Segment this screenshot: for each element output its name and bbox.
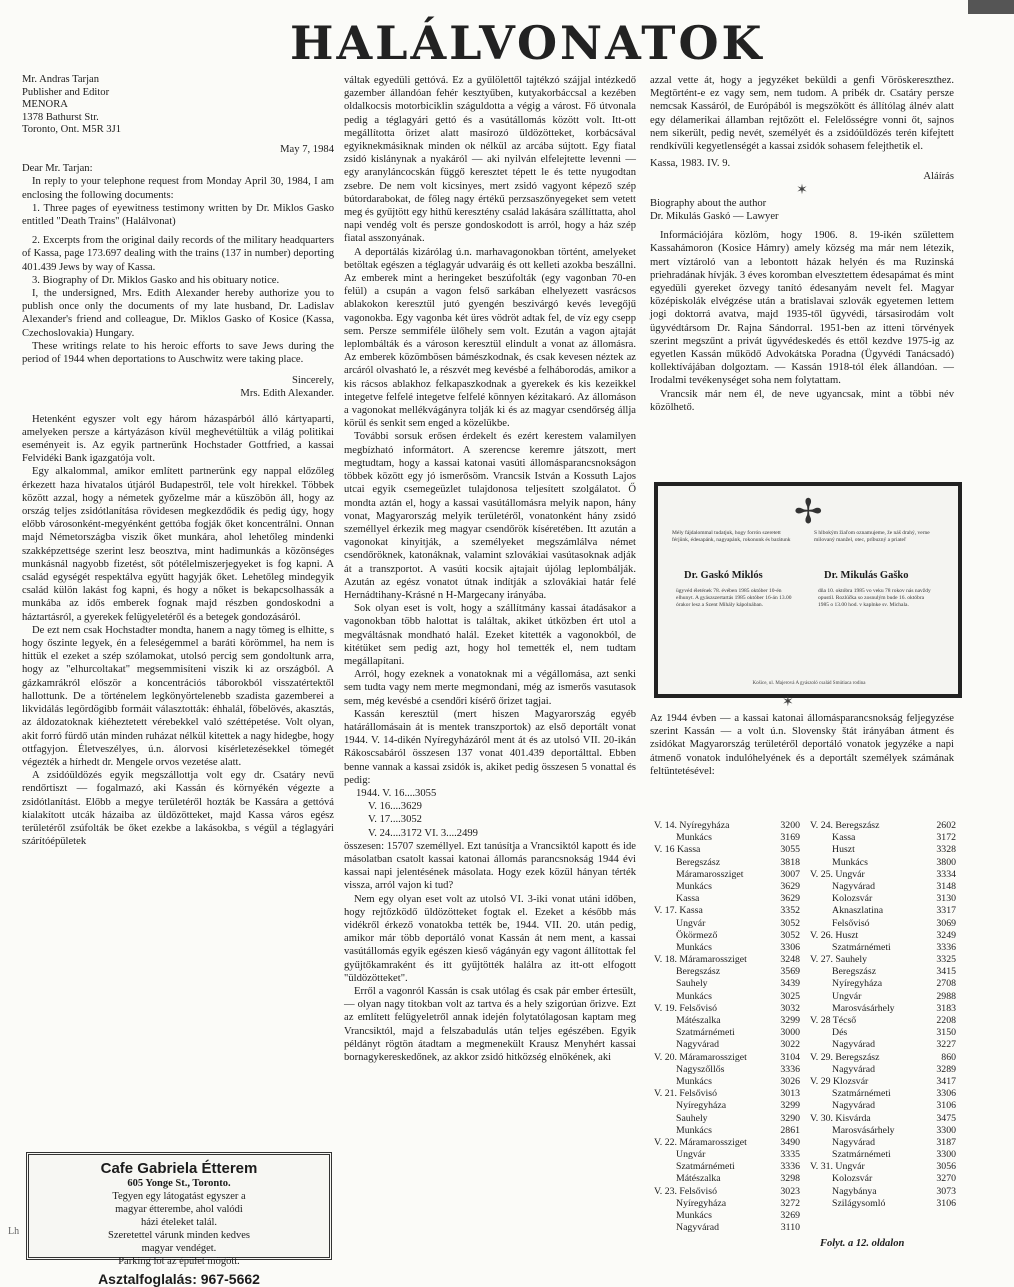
- train-origin: V. 24. Beregszász: [810, 820, 880, 831]
- train-row: [810, 1161, 956, 1173]
- obituary-name-hu: Dr. Gaskó Miklós: [684, 570, 763, 581]
- train-count: 2602: [936, 820, 956, 831]
- train-origin: V. 18. Máramarossziget: [654, 954, 747, 966]
- train-count: 3475: [936, 1112, 956, 1124]
- train-row: [810, 1015, 956, 1027]
- train-count: 3169: [780, 832, 800, 844]
- train-count: 3249: [936, 929, 956, 941]
- train-origin: Sauhely: [676, 1112, 708, 1124]
- train-count: 3335: [780, 1149, 800, 1161]
- train-row: [654, 1210, 800, 1222]
- train-count: 3300: [936, 1149, 956, 1161]
- train-row: [810, 1027, 956, 1039]
- train-origin: Nagyvárad: [832, 1136, 875, 1148]
- obituary-details-hu: ügyvéd életének 78. évében 1985 október 10-én elhunyt. A gyászszertartás 1985 október 16-án 13.00 órakor lesz a Szent Mihály kápolnában.: [676, 588, 792, 608]
- train-count: 3352: [780, 905, 800, 917]
- train-count: 3187: [936, 1136, 956, 1148]
- train-count: 3056: [936, 1161, 956, 1173]
- ad-line: házi ételeket talál.: [140, 1217, 218, 1228]
- kassa-train-list: [344, 787, 636, 840]
- train-row: [654, 1052, 800, 1064]
- train-row: [810, 1113, 956, 1125]
- train-count: 3026: [780, 1075, 800, 1087]
- train-count: 3148: [936, 880, 956, 892]
- train-count: 3110: [780, 1222, 800, 1234]
- train-origin: Kassa: [832, 832, 856, 844]
- train-row: [810, 857, 956, 869]
- train-origin: Aknaszlatina: [832, 905, 884, 917]
- train-origin: V. 25. Ungvár: [810, 868, 865, 880]
- train-count: 3022: [780, 1039, 800, 1051]
- letter-closing: Sincerely,: [292, 375, 334, 387]
- train-row: [810, 1137, 956, 1149]
- obituary-footer: Košice, ul. Majerová A gyászoló család Smútiaca rodina: [752, 681, 866, 686]
- scan-edge-mark: [968, 0, 1014, 14]
- article-paragraph: Arról, hogy ezeknek a vonatoknak mi a végállomása, azt senki sem tudta vagy nem merte megmondani, még az ismerős vasutasok sem, még kevésbé a csendőri kísérő őrizet tagjai.: [344, 669, 636, 707]
- train-count: 3025: [780, 990, 800, 1002]
- train-row: [810, 954, 956, 966]
- train-count: 3183: [936, 1002, 956, 1014]
- ad-line: magyar étterembe, ahol valódi: [115, 1204, 243, 1215]
- article-paragraph: Hetenként egyszer volt egy három házaspárból álló kártyaparti, amelyeken persze a kártyázáson kívül meghevétültük a világ politikai eseményeit is. Az egyik partnerünk Hochstader Gottfried, a kassai Felvidéki Bank igazgatója volt.: [22, 413, 334, 465]
- train-origin: V. 29 Klozsvár: [810, 1075, 869, 1087]
- train-origin: Munkács: [676, 880, 712, 892]
- train-origin: Szatmárnémeti: [832, 1088, 891, 1100]
- ad-line: Tegyen egy látogatást egyszer a: [112, 1191, 246, 1202]
- train-count: 3007: [780, 868, 800, 880]
- train-count: 3200: [780, 820, 800, 831]
- train-row: [654, 1222, 800, 1234]
- train-row: [654, 857, 800, 869]
- train-origin: Ungvár: [832, 990, 862, 1002]
- address-line: Toronto, Ont. M5R 3J1: [22, 124, 122, 136]
- train-count: 3490: [780, 1136, 800, 1148]
- train-origin: Nagyszőllős: [676, 1063, 725, 1075]
- article-paragraph: összesen: 15707 személlyel. Ezt tanúsítja a Vrancsiktól kapott és ide másolatban csatolt kassai katonai állomás parancsnokság 1944 évi kassai napi jelentésének másolata. Hogy ezek közül hányan térték vissza, arról vajon ki tud?: [344, 840, 636, 892]
- bio-paragraph: Vrancsik már nem él, de neve ugyancsak, mint a többi név közölhető.: [650, 388, 954, 413]
- train-row: [810, 1039, 956, 1051]
- train-origin: Nagybánya: [832, 1185, 877, 1197]
- train-origin: V. 17. Kassa: [654, 905, 703, 917]
- train-origin: Nagyvárad: [832, 1039, 875, 1051]
- train-origin: Huszt: [832, 844, 855, 856]
- train-count: 3800: [936, 856, 956, 868]
- restaurant-ad: [26, 1152, 332, 1287]
- article-paragraph: A zsidóüldözés egyik megszállottja volt egy dr. Csatáry nevű rendőrtiszt — fogalmazó, aki Kassán és környékén végezte a zsidótlanítást. Előbb a megye területéről hozták be Kassára a gettóvá kialakított utcák házaiba az üldözötteket, majd Kassa város egész területéről zsúfolták be őket ezekbe a lakásokba, s végül a téglagyári szárítóépületek: [22, 770, 334, 848]
- train-row: [810, 1003, 956, 1015]
- train-row: [810, 1052, 956, 1064]
- train-count: 2708: [936, 978, 956, 990]
- train-origin: V. 19. Felsővisó: [654, 1002, 717, 1014]
- train-row: [810, 905, 956, 917]
- train-origin: Munkács: [676, 990, 712, 1002]
- train-count: 3055: [780, 844, 800, 856]
- train-origin: V. 30. Kisvárda: [810, 1112, 871, 1124]
- train-row: [810, 1076, 956, 1088]
- train-count: 860: [941, 1051, 956, 1063]
- train-row: [810, 1100, 956, 1112]
- train-count: 3299: [780, 1015, 800, 1026]
- train-count: 3439: [780, 978, 800, 990]
- train-origin: Sauhely: [676, 978, 708, 990]
- train-row: [810, 966, 956, 978]
- train-count: 3073: [936, 1185, 956, 1197]
- train-row: [810, 820, 956, 832]
- train-count: 3106: [936, 1100, 956, 1112]
- train-origin: Máramarossziget: [676, 868, 744, 880]
- train-row: [654, 1161, 800, 1173]
- masthead-title: HALÁLVONATOK: [290, 16, 765, 70]
- train-origin: Marosvásárhely: [832, 1124, 895, 1136]
- train-row: [654, 918, 800, 930]
- bio-heading: Biography about the author: [650, 197, 767, 209]
- train-table-left: [654, 820, 800, 1234]
- kassa-train-item: V. 17....3052: [368, 814, 422, 826]
- column-2: [344, 74, 636, 1064]
- train-row: [654, 832, 800, 844]
- letter-salutation: Dear Mr. Tarjan:: [22, 163, 93, 175]
- trains-intro: Az 1944 évben — a kassai katonai állomásparancsnokság feljegyzése szerint Kassán — a volt ú.n. Slovensky štát irányában átment és zsidókat Magyarország területéről deportáló vonatok jegyzéke a napi átmenő vonatok indulóhelyének és a deportált személyek számának feltüntetésével:: [650, 713, 954, 777]
- kassa-train-item: V. 16....3629: [368, 801, 422, 813]
- train-origin: Nagyvárad: [676, 1222, 719, 1234]
- ad-name: Cafe Gabriela Étterem: [100, 1160, 258, 1177]
- train-count: 3417: [936, 1075, 956, 1087]
- article-paragraph: További sorsuk erősen érdekelt és ezért kerestem valamilyen megbízható informátort. A szerencse keremre játszott, mert megtudtam, hogy a kassai katonai vasúti állomásparancsnokságon többek között egy jó ismerősöm. Vrancsik István a Kossuth Lajos utcai egyik csemegeüzlet tulajdonosa teljesített szolgálatot. Ő mondta aztán el, hogy a kassai vasútállomásra melyik napon, hány vonat, Magyarország melyik területéről, vonatonként hány zsidó személlyel érkezik meg magyar csendőrök kíséretében. Itt azután a vagonokat kinyitják, a személyeket megszámlálva német csendőröknek, katonáknak, valamint szlovákiai vasútasoknak adják át a transzportot. A vasúti kocsik ajtajait újólag leplombálják. Azután az egész vonatot útnak indítják a szlovákiai határ felé Hernádtihany-Krásné n H-Margecany irányába.: [344, 431, 636, 601]
- train-origin: Nyíregyháza: [676, 1100, 727, 1112]
- train-row: [654, 1173, 800, 1185]
- obituary-text-sk: S hlbokým žiaľom oznamujeme, že náš drahý, verne milovaný manžel, otec, príbuzný a priateľ: [814, 530, 930, 543]
- train-origin: Szilágysomló: [832, 1197, 886, 1209]
- train-row: [654, 1076, 800, 1088]
- trains-intro-block: [650, 712, 954, 778]
- train-count: 3317: [936, 905, 956, 917]
- train-row: [654, 1003, 800, 1015]
- train-origin: Kassa: [676, 893, 700, 905]
- train-origin: Szatmárnémeti: [832, 1149, 891, 1161]
- train-count: 3289: [936, 1063, 956, 1075]
- train-count: 3336: [780, 1063, 800, 1075]
- train-row: [654, 1064, 800, 1076]
- train-origin: Munkács: [676, 941, 712, 953]
- obituary-details-sk: dňa 10. októbra 1985 vo veku 78 rokov nás navždy opustil. Rozlúčka so zosnulým bude 16. októbra 1985 o 13.00 hod. v kaplnke sv. Michala.: [818, 588, 931, 608]
- train-count: 3298: [780, 1173, 800, 1185]
- train-row: [810, 1186, 956, 1198]
- train-count: 3629: [780, 893, 800, 905]
- column-1: [22, 74, 334, 848]
- train-row: [654, 905, 800, 917]
- article-paragraph: De ezt nem csak Hochstadter mondta, hanem a nagy tömeg is elhitte, s hogy őszinte legyek, én a feleségemmel a baráti körömmel, ha nem is hittük el ezeket a szép szólamokat, utolsó percig sem gondoltunk arra, hogy az "elhurcoltakat" megsemmisíteni viszik ki az országból. A gázkamrákról először a koncentrációs táborokból visszatértektől hallottunk. De a történelem legkönyörtelenebb szadista gazemberei a likvidálás legördögibb formáit választották: éhhalál, főbelövés, akasztás, az áldozatoknak kiéheztetett vérebekkel való széttépetése. Volt olyan, akit forró fürdő után minden ruházat nélkül kitettek a nagy hidegbe, hogy ottfagyjon. Életveszélyes, ú.n. álorvosi kísérletezésekkel tömegét végezték a hírhedt dr. Mengele orvos vezetése alatt.: [22, 624, 334, 768]
- train-origin: Kolozsvár: [832, 893, 873, 905]
- article-paragraph: Sok olyan eset is volt, hogy a szállítmány kassai átadásakor a vagonokban több halottat is találtak, akiket útközben ért utol a megváltásnak mondható halál. Ezeket kitették a vagonokból, de kitétüket sem pedig azt, hogy hol temették el, nem tudtam megállapítani.: [344, 603, 636, 667]
- train-row: [810, 918, 956, 930]
- train-origin: Ökörmező: [676, 929, 718, 941]
- train-row: [654, 1015, 800, 1027]
- train-row: [810, 930, 956, 942]
- train-row: [654, 1113, 800, 1125]
- bio-paragraph: Információjára közlöm, hogy 1906. 8. 19-ikén születtem Kassahámoron (Kosice Hámry) amely község ma már nem létezik, mert víztároló van a lebontott házak helyén és ma Ruzinská priehradának hívják. 3 éves koromban elvesztettem édesapámat és mint egyedüli gyereket özvegy tanító édesanyám nevelt fel. Magyar középiskolák elvégzése után a bratislavai szlovák egyetemen lettem jogi doktorrá avatva, majd 1935-től ügyvédi, társasirodám volt ügyvédtársom Dr. Rajna Sándorral. 1951-ben az itteni törvények szerint megszűnt a privát ügyvédeskedés és ettől kezdve 1975-ig az egyetlen Kassán működő Advokátska Poradna (Ügyvédi Tanácsadó) kollektívájában dolgoztam. — Kassán 1918-tól élek állandóan. — Irodalmi tevékenységet soha nem folytattam.: [650, 230, 954, 387]
- address-line: Mr. Andras Tarjan: [22, 74, 100, 85]
- train-count: 3052: [780, 917, 800, 929]
- train-row: [654, 966, 800, 978]
- train-count: 3227: [936, 1039, 956, 1051]
- train-origin: Beregszász: [676, 966, 721, 978]
- corner-mark: Lh: [8, 1226, 20, 1237]
- train-origin: V. 27. Sauhely: [810, 954, 867, 966]
- train-count: 3328: [936, 844, 956, 856]
- train-row: [654, 978, 800, 990]
- train-count: 3299: [780, 1100, 800, 1112]
- train-count: 3306: [936, 1088, 956, 1100]
- article-paragraph: A deportálás kizárólag ú.n. marhavagonokban történt, amelyeket betöltak egészen a téglagyár udvaráig és ott kelleti azokba beszállni. Az emberek mint a heringeket beszúfolták (egy vagonban 70-en felül) a csupán a vagon felső sarkában elhelyezett vasrácsos ablakokon keresztül jutó gyengén beszivárgó kevés levegőjű vagonokba. Egy vagonba két üres vödröt adtak fel, de víz egy csepp sem. Persze semmiféle ülőhely sem volt. Ezután a vagon ajtaját leplombálták és a városon keresztül elindult a vonat az állomásra. Az emberek közömbösen bámészkodnak, és csak kevesen néztek az arcáról olvasható le, a részvét meg kevésbé a felháborodás, amikor a kis rácsos ablakhoz felkapaszkodnak a gyerekek és kis kezeikkel integetve felfelé integetve felfelé könnyen kézitakaró. Az állomáson a vagonokat mellékvágányra tolják ki és az magyar csendőrség állja körül és senkit sem enged a közelükbe.: [344, 246, 636, 430]
- train-row: [810, 978, 956, 990]
- letter-paragraph: 2. Excerpts from the original daily records of the military headquarters of Kassa, page 173.697 dealing with the trains (137 in number) deporting 401.439 Jews by way of Kassa.: [22, 235, 334, 273]
- train-row: [654, 881, 800, 893]
- article-paragraph: Kassán keresztül (mert hiszen Magyarország egyéb határállomásain át is mentek transzportok) az első deportált vonat 1944. V. 14-dikén Nyíregyházáról ment át és az utolsó VII. 20-ikán Rákoscsabáról összesen 137 vonat 401.439 deportálttal. Ebben benne vannak a kassai zsidók is, akiket pedig összesen 5 vonattal és pedig:: [344, 708, 636, 786]
- train-row: [654, 1088, 800, 1100]
- train-row: [810, 1173, 956, 1185]
- train-count: 3300: [936, 1124, 956, 1136]
- bio-subheading: Dr. Mikulás Gaskó — Lawyer: [650, 211, 779, 223]
- train-origin: Nagyvárad: [832, 1100, 875, 1112]
- train-count: 3272: [780, 1197, 800, 1209]
- train-row: [810, 881, 956, 893]
- train-origin: Mátészalka: [676, 1173, 721, 1185]
- train-count: 3032: [780, 1002, 800, 1014]
- train-origin: V. 22. Máramarossziget: [654, 1136, 747, 1148]
- train-count: 3336: [936, 941, 956, 953]
- train-origin: Munkács: [676, 1075, 712, 1087]
- train-origin: Munkács: [676, 1124, 712, 1136]
- train-count: 3069: [936, 917, 956, 929]
- train-count: 3130: [936, 893, 956, 905]
- train-row: [810, 1064, 956, 1076]
- train-origin: V. 23. Felsővisó: [654, 1185, 717, 1197]
- train-row: [654, 1137, 800, 1149]
- article-signed: Aláírás: [923, 171, 954, 183]
- article-paragraph: Nem egy olyan eset volt az utolsó VI. 3-iki vonat utáni időben, hogy rejtőzködő üldözötteket fogtak el. Ezeket a később más vidékről érkező vonatokba tették be, 1944. VII. 20. után pedig, amikor már több deportáló vonat Kassán át nem ment, a kassai vasútállomás egyik egészen kieső vágányán egy vagont állítottak fel gyűjtőkamraként és itt gyűjtötték halálra az itt-ott elfogott "üldözötteket".: [344, 893, 636, 984]
- train-origin: Beregszász: [832, 966, 877, 978]
- address-line: Publisher and Editor: [22, 86, 110, 98]
- train-count: 3290: [780, 1112, 800, 1124]
- train-row: [654, 1039, 800, 1051]
- train-origin: Nagyvárad: [676, 1039, 719, 1051]
- train-count: 2988: [936, 990, 956, 1002]
- train-row: [654, 1198, 800, 1210]
- ad-line: Szeretettel várunk minden kedves: [108, 1230, 250, 1241]
- train-count: 3104: [780, 1051, 800, 1063]
- column-3: [650, 74, 954, 414]
- train-row: [810, 844, 956, 856]
- ad-line: magyar vendéget.: [141, 1243, 217, 1254]
- train-count: 3269: [780, 1210, 800, 1221]
- star-divider-icon: ✶: [782, 695, 794, 710]
- train-origin: Nagyvárad: [832, 880, 875, 892]
- train-row: [654, 1186, 800, 1198]
- train-origin: Mátészalka: [676, 1015, 721, 1026]
- obituary-notice: [654, 482, 962, 698]
- train-row: [654, 869, 800, 881]
- article-paragraph: azzal vette át, hogy a jegyzéket beküldi a genfi Vöröskereszthez. Megtörtént-e ez vagy sem, nem tudom. A pribék dr. Csatáry persze nemcsak Kassáról, de Európából is megszökött és állítólag álnév alatt egy délamerikai államban rejtőzött el. Felelősségre vonni őt, sajnos nem sikerült, pedig nevét, személyét és a zsidóüldözés terén kifejtett rendkívüli kegyetlenségét a kassai zsidók sohasem felejthetik el.: [650, 75, 954, 153]
- train-row: [654, 1149, 800, 1161]
- train-origin: Nagyvárad: [832, 1063, 875, 1075]
- train-row: [810, 1198, 956, 1210]
- train-origin: V. 28 Técső: [810, 1015, 857, 1026]
- address-line: MENORA: [22, 99, 68, 111]
- kassa-train-item: 1944. V. 16....3055: [356, 787, 437, 799]
- obituary-name-sk: Dr. Mikulás Gaško: [824, 570, 909, 581]
- train-count: 3013: [780, 1088, 800, 1100]
- train-row: [810, 1149, 956, 1161]
- train-origin: Munkács: [676, 1210, 712, 1221]
- train-count: 3569: [780, 966, 800, 978]
- train-row: [654, 1027, 800, 1039]
- train-origin: Munkács: [676, 832, 712, 844]
- train-row: [654, 942, 800, 954]
- train-origin: Szatmárnémeti: [676, 1161, 735, 1173]
- train-row: [654, 1125, 800, 1137]
- article-paragraph: váltak egyedüli gettóvá. Ez a gyűlölettől tajtékzó szájjal intézkedő gazember állandóan fehér kesztyűben, kutyakorbáccsal a kezében oldalkocsis motorbiciklin száguldotta a végig a várost. Fő útvonala pedig a téglagyári gettó és a vasútállomás között volt. Itt-ott megállította örizet alatt masírozó üldözötteket, korbácsával egyiknekmásiknak minden ok nélkül az arcába sújtott. Egy fiatal zsidó kislánynak a nyakáról — aki nyilván elfelejtette levenni — egy aranyláncocskán függő keresztet tépett le és tette nyugodtan zsebre. De nem volt kicsinyes, mert zsidó vagyont képező szép bútordarabokat, de főleg nagy értékű perzsaszőnyegeket sem vetett meg és gyűjtött egy hithű keresztény család lakására szállíttatta, ahol napi vendég volt és persze gondoskodott is arról, hogy a ház szép fiatal asszonyának.: [344, 75, 636, 245]
- train-row: [810, 1125, 956, 1137]
- article-paragraph: Egy alkalommal, amikor említett partnerünk egy nappal előzőleg érkezett haza hivatalos útjáról Budapestről, tele volt hírekkel. Többek között azzal, hogy a németek győzelme már a küszöbön áll, hogy az ország teljes zsidótlanítása rövidesen megkezdődik és pedig úgy, hogy előbb városonként-megyénként gettóba fogják őket koncentrálni. Onnan majd Németországba viszik őket munkára, ahol lehetőleg mindenki szakképzettsége szerint lesz beosztva, mint hadimunkás a közönséges munkásnál nagyobb fizetést, sőt pótélelmiszerjegyeket is fog kapni. A család egységét respektálva együtt hagyják őket. Lehetőleg mindegyik család külön lakást fog kapni, és hogy a nőket is bekapcsolhassák a munkába az idős emberek fognak majd részben gondoskodni a háztartásról, a gyerekek felügyeletéről és a betegek gondozásáról.: [22, 466, 334, 623]
- train-count: 2208: [936, 1015, 956, 1026]
- train-origin: V. 21. Felsővisó: [654, 1088, 717, 1100]
- train-row: [654, 930, 800, 942]
- train-count: 3248: [780, 954, 800, 966]
- article-paragraph: Erről a vagonról Kassán is csak utólag és csak pár ember értesült, — olyan nagy titokban volt az tartva és a hely szigorúan őrizve. Ezt az említett felügyeletről annak idején folytatólagosan kaptam meg Vrancsiktól, majd a felszabadulás után teljes egészében. Egyik példányt rögtön átadtam a megmenekült Krausz Menyhért kassai bornagykereskedőnek, az akkor zsidó hitközség elnökének, aki: [344, 986, 636, 1064]
- letter-paragraph: 3. Biography of Dr. Miklos Gasko and his obituary notice.: [32, 274, 280, 286]
- kassa-train-item: V. 24....3172 VI. 3....2499: [368, 827, 478, 839]
- train-count: 2861: [780, 1124, 800, 1136]
- train-row: [654, 954, 800, 966]
- letter-paragraph: These writings relate to his heroic efforts to save Jews during the period of 1944 when deportations to Auschwitz were taking place.: [22, 340, 334, 366]
- train-origin: Nyíregyháza: [832, 978, 883, 990]
- ad-phone-number: 967-5662: [200, 1271, 260, 1287]
- train-count: 3106: [936, 1197, 956, 1209]
- train-row: [810, 869, 956, 881]
- train-origin: V. 29. Beregszász: [810, 1051, 880, 1063]
- star-divider-icon: ✶: [796, 182, 808, 198]
- train-origin: Ungvár: [676, 1149, 706, 1161]
- train-origin: Ungvár: [676, 917, 706, 929]
- train-origin: Marosvásárhely: [832, 1002, 895, 1014]
- train-origin: Szatmárnémeti: [832, 941, 891, 953]
- train-count: 3270: [936, 1173, 956, 1185]
- letter-signature: Mrs. Edith Alexander.: [240, 388, 334, 400]
- ad-line: Parking lot az épület mögött.: [118, 1256, 240, 1267]
- train-count: 3150: [936, 1027, 956, 1039]
- train-origin: V. 20. Máramarossziget: [654, 1051, 747, 1063]
- letter-paragraph: In reply to your telephone request from Monday April 30, 1984, I am enclosing the following documents:: [22, 176, 334, 201]
- train-count: 3818: [780, 856, 800, 868]
- train-origin: V. 14. Nyíregyháza: [654, 820, 730, 831]
- train-row: [810, 1088, 956, 1100]
- train-count: 3172: [936, 832, 956, 844]
- obituary-text-hu: Mély fájdalommal tudatjuk, hogy forrón szeretett férjünk, édesapánk, nagyapánk, rokonunk és barátunk: [672, 530, 791, 543]
- ad-phone-label: Asztalfoglalás:: [98, 1271, 197, 1287]
- train-row: [810, 832, 956, 844]
- train-origin: Nyíregyháza: [676, 1197, 727, 1209]
- train-origin: Kolozsvár: [832, 1173, 873, 1185]
- article-dateline: Kassa, 1983. IV. 9.: [650, 158, 731, 170]
- train-origin: V. 16 Kassa: [654, 844, 701, 856]
- train-count: 3336: [780, 1161, 800, 1173]
- train-origin: Felsővisó: [832, 917, 870, 929]
- train-count: 3325: [936, 954, 956, 966]
- letter-date: May 7, 1984: [280, 143, 334, 155]
- train-count: 3000: [780, 1027, 800, 1039]
- address-line: 1378 Bathurst Str.: [22, 111, 99, 123]
- ad-address: 605 Yonge St., Toronto.: [127, 1178, 231, 1189]
- letter-paragraph: 1. Three pages of eyewitness testimony written by Dr. Miklos Gasko entitled "Death Trains" (Halálvonat): [22, 202, 334, 227]
- train-row: [654, 991, 800, 1003]
- train-row: [654, 1100, 800, 1112]
- train-origin: V. 26. Huszt: [810, 929, 859, 941]
- train-count: 3306: [780, 941, 800, 953]
- train-count: 3052: [780, 929, 800, 941]
- continued-note: Folyt. a 12. oldalon: [820, 1238, 905, 1249]
- train-count: 3334: [936, 868, 956, 880]
- train-origin: Munkács: [832, 856, 868, 868]
- train-row: [810, 991, 956, 1003]
- ad-phone: [29, 1271, 329, 1287]
- train-count: 3629: [780, 880, 800, 892]
- cross-icon: ✢: [794, 494, 823, 531]
- train-table-right: [810, 820, 956, 1210]
- train-origin: Beregszász: [676, 856, 721, 868]
- train-row: [654, 893, 800, 905]
- train-row: [654, 844, 800, 856]
- train-origin: Dés: [832, 1027, 848, 1039]
- train-count: 3415: [936, 966, 956, 978]
- letter-paragraph: I, the undersigned, Mrs. Edith Alexander hereby authorize you to publish once only the documents of my late husband, Dr. Ladislav Alexander's friend and colleague, Dr. Miklos Gasko of Kosice (Kassa, Czechoslovakia) Hungary.: [22, 288, 334, 339]
- train-origin: Szatmárnémeti: [676, 1027, 735, 1039]
- train-row: [810, 942, 956, 954]
- train-count: 3023: [780, 1185, 800, 1197]
- train-origin: V. 31. Ungvár: [810, 1161, 865, 1173]
- letter-address: [22, 74, 334, 137]
- train-row: [810, 893, 956, 905]
- train-row: [654, 820, 800, 832]
